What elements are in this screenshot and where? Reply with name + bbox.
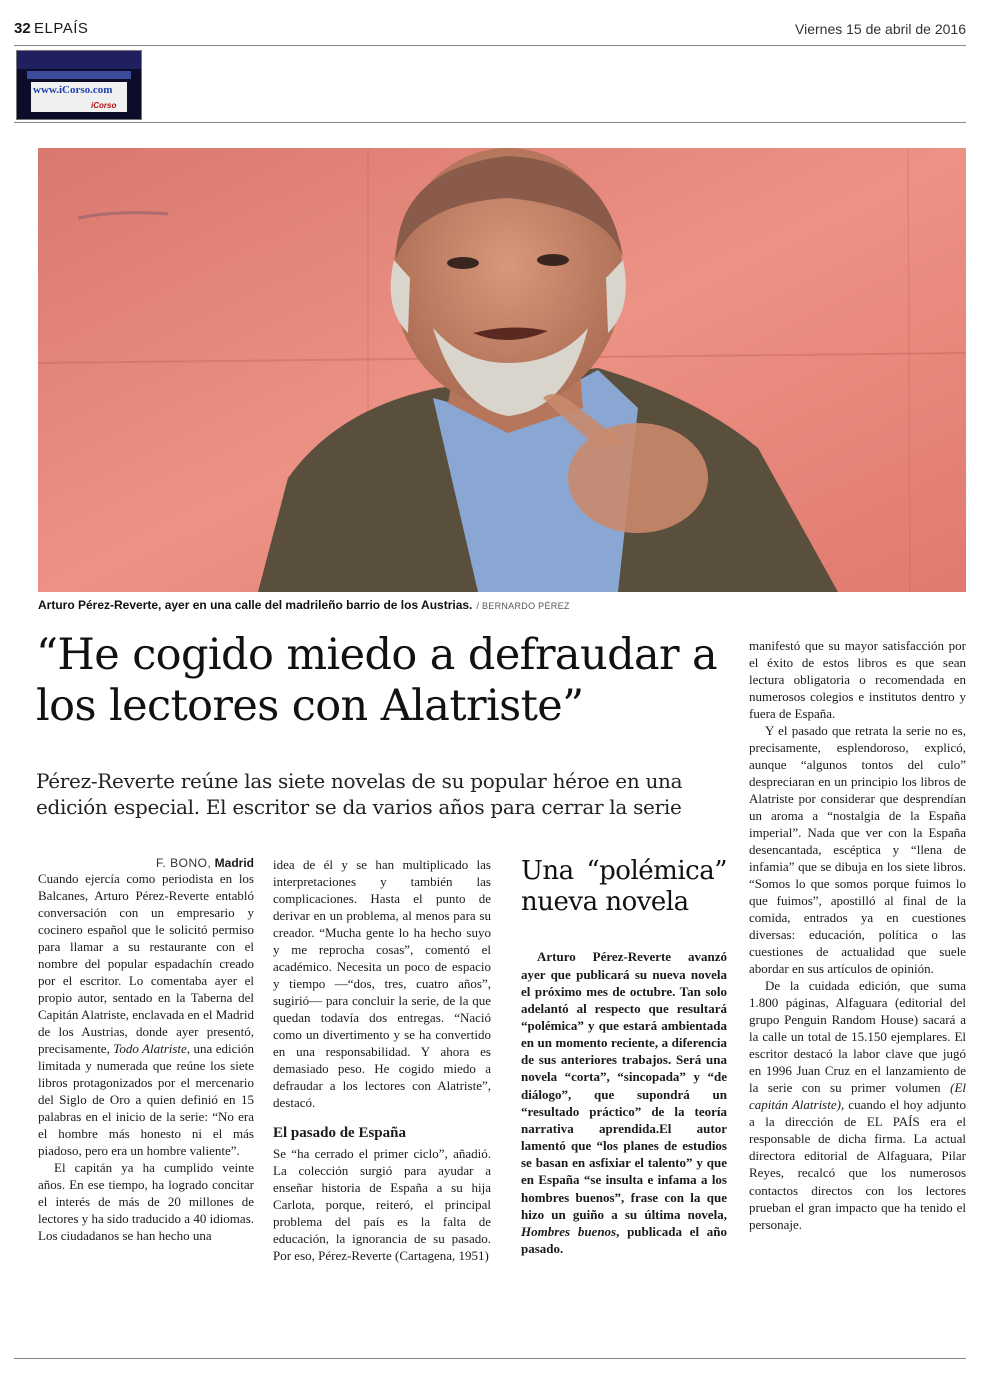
byline-place: Madrid (214, 856, 254, 870)
subheading: El pasado de España (273, 1125, 406, 1142)
sidebar-body (521, 948, 727, 1257)
body-text: De la cuidada edición, que suma 1.800 páginas, Alfaguara (editorial del grupo Penguin Random House) sacará a la calle un total de 15.150 ejemplares. El escritor destacó la labor clave que jugó en 1996 Juan Cruz en el lanzamiento de la serie con su primer volumen (749, 978, 966, 1096)
article-column-4 (749, 637, 966, 1233)
ad-top-band (17, 51, 141, 69)
newspaper-brand: ELPAÍS (34, 20, 89, 37)
caption-text: Arturo Pérez-Reverte, ayer en una calle del madrileño barrio de los Austrias. (38, 598, 473, 612)
article-column-2 (273, 856, 491, 1264)
article-photo (38, 148, 966, 592)
advertisement-banner[interactable] (16, 50, 142, 120)
sidebar-text: , publicada el año pasado. (521, 1223, 727, 1257)
body-text: Cuando ejercía como periodista en los Balcanes, Arturo Pérez-Reverte entabló conversación con un empresario y cocinero español que le solicitó permiso para llamar a su restaurante con el nombre del popular espadachín creado por el escritor. Lo comentaba ayer el propio autor, sentado en la Taberna del Capitán Alatriste, enclavada en el Madrid de los Austrias, donde ayer presentó, precisamente, (38, 871, 254, 1057)
photo-credit: / BERNARDO PÉREZ (476, 601, 570, 611)
headline: “He cogido miedo a defraudar a los lectores con Alatriste” (36, 630, 718, 731)
body-text: , una edición limitada y numerada que reúne los siete libros protagonizados por el mercenario del Siglo de Oro a quien definió en 15 palabras en el inicio de la serie: “No era el hombre más honesto ni el más piadoso, pero era un hombre valiente”. (38, 1041, 254, 1159)
portrait-illustration (38, 148, 966, 592)
issue-date: Viernes 15 de abril de 2016 (795, 21, 966, 37)
footer-rule (14, 1358, 966, 1359)
body-text: , cuando el hoy adjunto a la dirección de EL PAÍS era el responsable de dicha firma. La actual directora editorial de Alfaguara, Pilar Reyes, recalcó que los numerosos contactos directos con los lectores prueban el gran impacto que ha tenido el personaje. (749, 1097, 966, 1232)
ad-menu-band (27, 71, 131, 79)
article-column-1 (38, 856, 254, 1244)
header-rule (14, 45, 966, 46)
sidebar-box (521, 856, 727, 1257)
body-paragraph (749, 977, 966, 1232)
body-paragraph: El capitán ya ha cumplido veinte años. En ese tiempo, ha logrado concitar el interés de más de 20 millones de lectores y ha sido traducido a 40 idiomas. Los ciudadanos se han hecho una (38, 1160, 254, 1244)
page-number: 32 (14, 20, 31, 37)
body-paragraph (38, 870, 254, 1159)
byline-author: F. BONO, (155, 856, 212, 870)
photo-caption (38, 598, 570, 612)
body-paragraph: Se “ha cerrado el primer ciclo”, añadió. La colección surgió para ayudar a enseñar historia de España a su hija Carlota, porque, reiteró, el principal problema del país es la falta de educación, la ignorancia de su pasado. Por eso, Pérez-Reverte (Cartagena, 1951) (273, 1146, 491, 1264)
body-paragraph: idea de él y se han multiplicado las interpretaciones y también las complicaciones. Hasta el punto de derivar en un problema, al menos para su creador. “Mucha gente lo ha hecho suyo y me reprocha cosas”, comentó el académico. Necesita un poco de espacio y tiempo —“dos, tres, cuatro años”, sugirió— para concluir la serie, de la que quedan todavía dos entregas. “Nació como un divertimento y se ha convertido en una responsabilidad. Y ahora es demasiado peso. He cogido miedo a defraudar a los lectores con Alatriste”, destacó. (273, 857, 491, 1111)
deck: Pérez-Reverte reúne las siete novelas de su popular héroe en una edición especial. El escritor se da varios años para cerrar la serie (36, 769, 683, 820)
sidebar-text: Arturo Pérez-Reverte avanzó ayer que publicará su nueva novela el próximo mes de octubre. Tan solo adelantó al respecto que resultará “polémica” y que estará ambientada en un momento reciente, a diferencia de sus anteriores trabajos. Será una novela “corta”, “sincopada” y “de diálogo”, que supondrá un “resultado práctico” de la teoría narrativa aprendida.El autor lamentó que “los planes de estudios se basan en asfixiar el talento” y que en España “se insulta e infama a los hombres buenos”, frase con la que hizo un guiño a su última novela, (521, 949, 727, 1222)
book-title: Todo Alatriste (113, 1041, 187, 1057)
byline (38, 856, 254, 870)
sidebar-title: Una “polémica” nueva novela (521, 856, 727, 918)
book-title: (El capitán Alatriste) (749, 1080, 966, 1113)
section-rule (14, 122, 966, 123)
ad-brand-logo: iCorso (91, 101, 117, 110)
body-paragraph: manifestó que su mayor satisfacción por el éxito de estos libros es que sean lectura obligatoria o recomendada en numerosos colegios e institutos dentro y fuera de España. (749, 638, 966, 722)
sidebar-book-title: Hombres buenos (521, 1223, 617, 1239)
ad-url[interactable]: www.iCorso.com (33, 84, 113, 96)
body-paragraph: Y el pasado que retrata la serie no es, precisamente, esplendoroso, explicó, aunque “algunos tontos del culo” despreciaran en un principio los libros de Alatriste por considerar que desprendían un aroma a “nostalgia de la España imperial”. Nada que ver con la España desencantada, escéptica y “llena de infamia” que se dibuja en los siete libros. “Somos lo que somos porque fuimos lo que fuimos”, apostilló al final de la comida, entrados ya en cuestiones diversas: educación, política o las cuestiones de actualidad que suele abordar en sus artículos de opinión. (749, 723, 966, 977)
